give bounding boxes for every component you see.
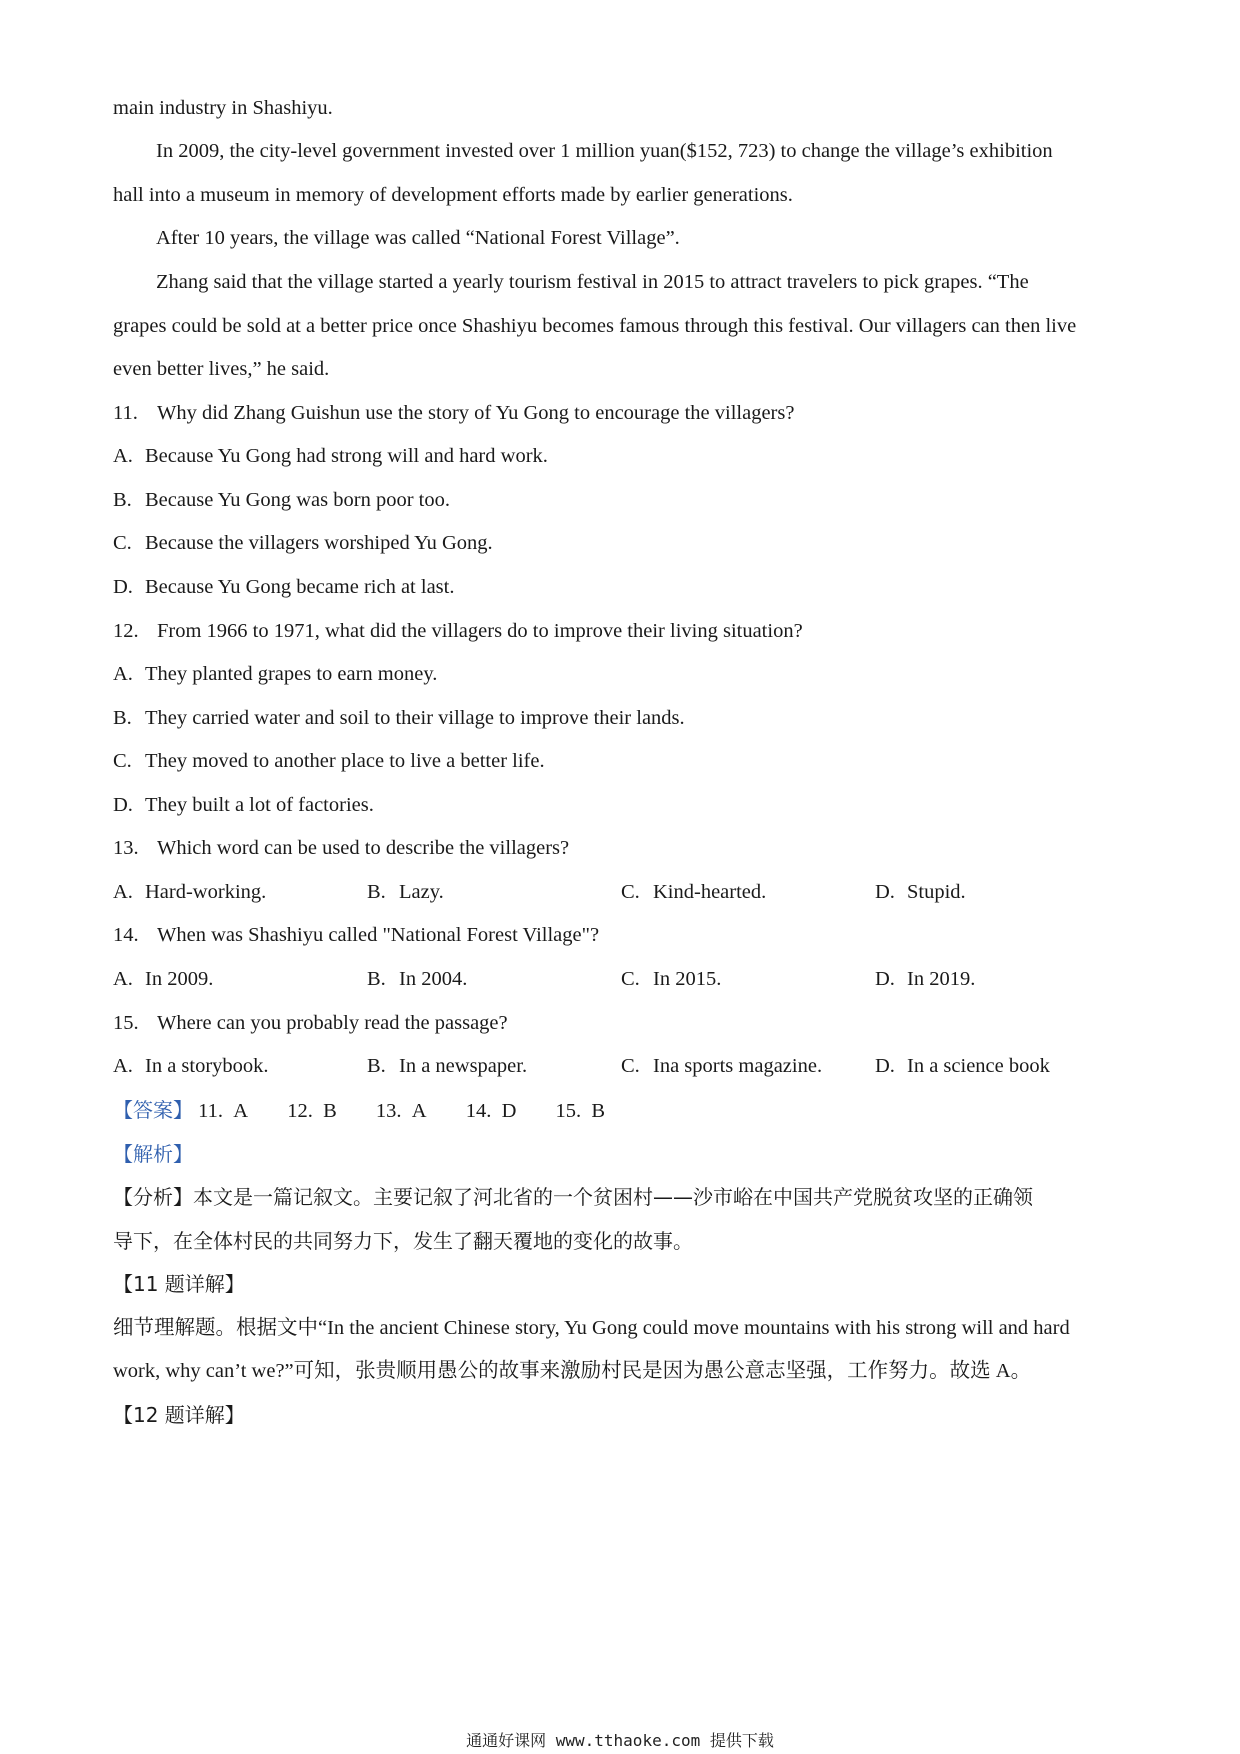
question-text: Why did Zhang Guishun use the story of Yu Gong to encourage the villagers? bbox=[157, 402, 795, 424]
analysis-label: 【解析】 bbox=[113, 1142, 193, 1166]
question-13 bbox=[113, 834, 1133, 862]
question-number: 13. bbox=[113, 837, 139, 859]
option-13-a: A. Hard-working. bbox=[113, 881, 267, 903]
question-text: When was Shashiyu called "National Forest Village"? bbox=[157, 924, 600, 946]
page-footer: 通通好课网 www.tthaoke.com 提供下载 bbox=[466, 1731, 774, 1750]
passage-line: After 10 years, the village was called “National Forest Village”. bbox=[156, 227, 680, 249]
passage-line: grapes could be sold at a better price once Shashiyu becomes famous through this festival. Our villagers can then live bbox=[113, 315, 1077, 337]
option-11-a: A. Because Yu Gong had strong will and hard work. bbox=[113, 445, 548, 467]
passage-line: even better lives,” he said. bbox=[113, 358, 330, 380]
q11-detail-line: 细节理解题。根据文中“In the ancient Chinese story, Yu Gong could move mountains with his strong will and hard bbox=[113, 1317, 1070, 1339]
option-14-c: C. In 2015. bbox=[621, 968, 722, 990]
question-15 bbox=[113, 1009, 1133, 1037]
option-12-c: C. They moved to another place to live a better life. bbox=[113, 750, 545, 772]
options-13 bbox=[113, 878, 1133, 906]
option-12-a: A. They planted grapes to earn money. bbox=[113, 663, 438, 685]
passage-line: hall into a museum in memory of development efforts made by earlier generations. bbox=[113, 184, 793, 206]
q12-detail-label: 【12 题详解】 bbox=[113, 1403, 245, 1427]
answer-label: 【答案】 bbox=[113, 1098, 193, 1122]
question-text: Where can you probably read the passage? bbox=[157, 1012, 508, 1034]
answer-item: 13. A bbox=[375, 1100, 427, 1122]
question-number: 12. bbox=[113, 620, 139, 642]
summary-line: 【分析】本文是一篇记叙文。主要记叙了河北省的一个贫困村——沙市峪在中国共产党脱贫攻坚的正确领 bbox=[113, 1185, 1033, 1209]
options-14 bbox=[113, 965, 1133, 993]
option-15-b: B. In a newspaper. bbox=[367, 1055, 528, 1077]
question-text: Which word can be used to describe the villagers? bbox=[157, 837, 570, 859]
summary-label: 【分析】 bbox=[113, 1185, 193, 1209]
answer-line bbox=[113, 1096, 1133, 1125]
option-11-c: C. Because the villagers worshiped Yu Gong. bbox=[113, 532, 493, 554]
option-13-c: C. Kind-hearted. bbox=[621, 881, 767, 903]
summary-line: 导下，在全体村民的共同努力下，发生了翻天覆地的变化的故事。 bbox=[113, 1229, 693, 1253]
options-15 bbox=[113, 1052, 1133, 1080]
option-13-d: D. Stupid. bbox=[875, 881, 966, 903]
question-14 bbox=[113, 921, 1133, 949]
option-14-b: B. In 2004. bbox=[367, 968, 468, 990]
question-11 bbox=[113, 399, 1133, 427]
option-12-d: D. They built a lot of factories. bbox=[113, 794, 374, 816]
question-number: 15. bbox=[113, 1012, 139, 1034]
answer-item: 12. B bbox=[287, 1100, 337, 1122]
q11-detail-label: 【11 题详解】 bbox=[113, 1272, 245, 1296]
answer-item: 11. A bbox=[198, 1100, 249, 1122]
option-15-d: D. In a science book bbox=[875, 1055, 1050, 1077]
answer-item: 15. B bbox=[555, 1100, 606, 1122]
option-11-d: D. Because Yu Gong became rich at last. bbox=[113, 576, 455, 598]
question-number: 14. bbox=[113, 924, 139, 946]
option-14-d: D. In 2019. bbox=[875, 968, 976, 990]
option-13-b: B. Lazy. bbox=[367, 881, 444, 903]
option-15-a: A. In a storybook. bbox=[113, 1055, 269, 1077]
option-15-c: C. Ina sports magazine. bbox=[621, 1055, 823, 1077]
question-12 bbox=[113, 617, 1133, 645]
passage-line: In 2009, the city-level government invested over 1 million yuan($152, 723) to change the village’s exhibition bbox=[156, 140, 1053, 162]
passage-line: main industry in Shashiyu. bbox=[113, 97, 333, 119]
option-14-a: A. In 2009. bbox=[113, 968, 214, 990]
question-text: From 1966 to 1971, what did the villagers do to improve their living situation? bbox=[157, 620, 803, 642]
q11-detail-line: work, why can’t we?”可知，张贵顺用愚公的故事来激励村民是因为愚公意志坚强，工作努力。故选 A。 bbox=[113, 1360, 1032, 1382]
passage-line: Zhang said that the village started a yearly tourism festival in 2015 to attract travelers to pick grapes. “The bbox=[156, 271, 1029, 293]
option-11-b: B. Because Yu Gong was born poor too. bbox=[113, 489, 450, 511]
question-number: 11. bbox=[113, 402, 138, 424]
answer-item: 14. D bbox=[465, 1100, 517, 1122]
option-12-b: B. They carried water and soil to their village to improve their lands. bbox=[113, 707, 685, 729]
